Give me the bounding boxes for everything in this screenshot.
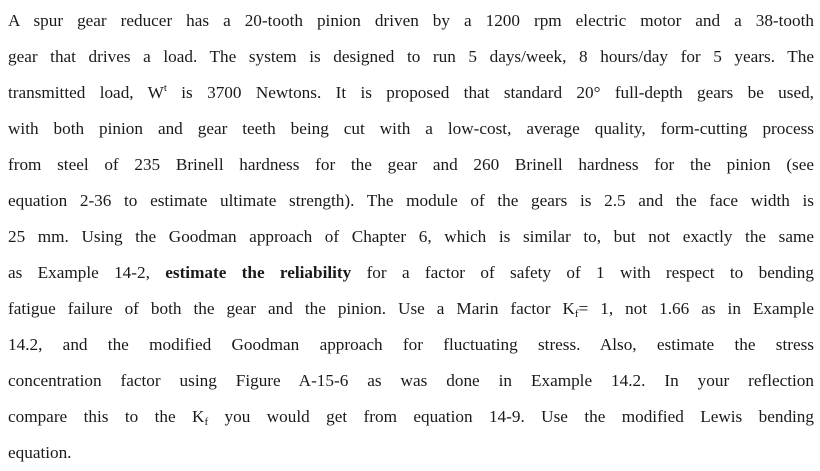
text-line-12 bbox=[8, 399, 814, 435]
text-span: for a factor of safety of 1 with respect to bending bbox=[351, 263, 814, 282]
text-line-7: 25 mm. Using the Goodman approach of Chapter 6, which is similar to, but not exactly the same bbox=[8, 227, 814, 246]
text-line-8 bbox=[8, 255, 814, 291]
text-line-5: from steel of 235 Brinell hardness for the gear and 260 Brinell hardness for the pinion (see bbox=[8, 155, 814, 174]
superscript-t: t bbox=[163, 82, 167, 94]
text-line-11: concentration factor using Figure A-15-6 as was done in Example 14.2. In your reflection bbox=[8, 371, 814, 390]
text-line-3 bbox=[8, 75, 814, 111]
text-span: = 1, not 1.66 as in Example bbox=[578, 299, 814, 318]
text-line-6: equation 2-36 to estimate ultimate strength). The module of the gears is 2.5 and the face width is bbox=[8, 191, 814, 210]
subscript-f: f bbox=[204, 416, 209, 428]
bold-emphasis: estimate the reliability bbox=[165, 263, 352, 282]
text-line-13: equation. bbox=[8, 443, 72, 462]
text-span: transmitted load, W bbox=[8, 83, 164, 102]
text-span: is 3700 Newtons. It is proposed that standard 20° full-depth gears be used, bbox=[166, 83, 814, 102]
text-line-10: 14.2, and the modified Goodman approach for fluctuating stress. Also, estimate the stress bbox=[8, 335, 814, 354]
text-span: as Example 14-2, bbox=[8, 263, 166, 282]
text-line-2: gear that drives a load. The system is designed to run 5 days/week, 8 hours/day for 5 years. The bbox=[8, 47, 814, 66]
text-span: you would get from equation 14-9. Use the modified Lewis bending bbox=[208, 407, 814, 426]
text-span: fatigue failure of both the gear and the pinion. Use a Marin factor K bbox=[8, 299, 575, 318]
text-line-4: with both pinion and gear teeth being cut with a low-cost, average quality, form-cutting process bbox=[8, 119, 814, 138]
problem-statement bbox=[8, 3, 814, 471]
text-line-9 bbox=[8, 291, 814, 327]
text-line-1: A spur gear reducer has a 20-tooth pinion driven by a 1200 rpm electric motor and a 38-tooth bbox=[8, 11, 814, 30]
text-span: compare this to the K bbox=[8, 407, 205, 426]
subscript-f: f bbox=[574, 308, 579, 320]
